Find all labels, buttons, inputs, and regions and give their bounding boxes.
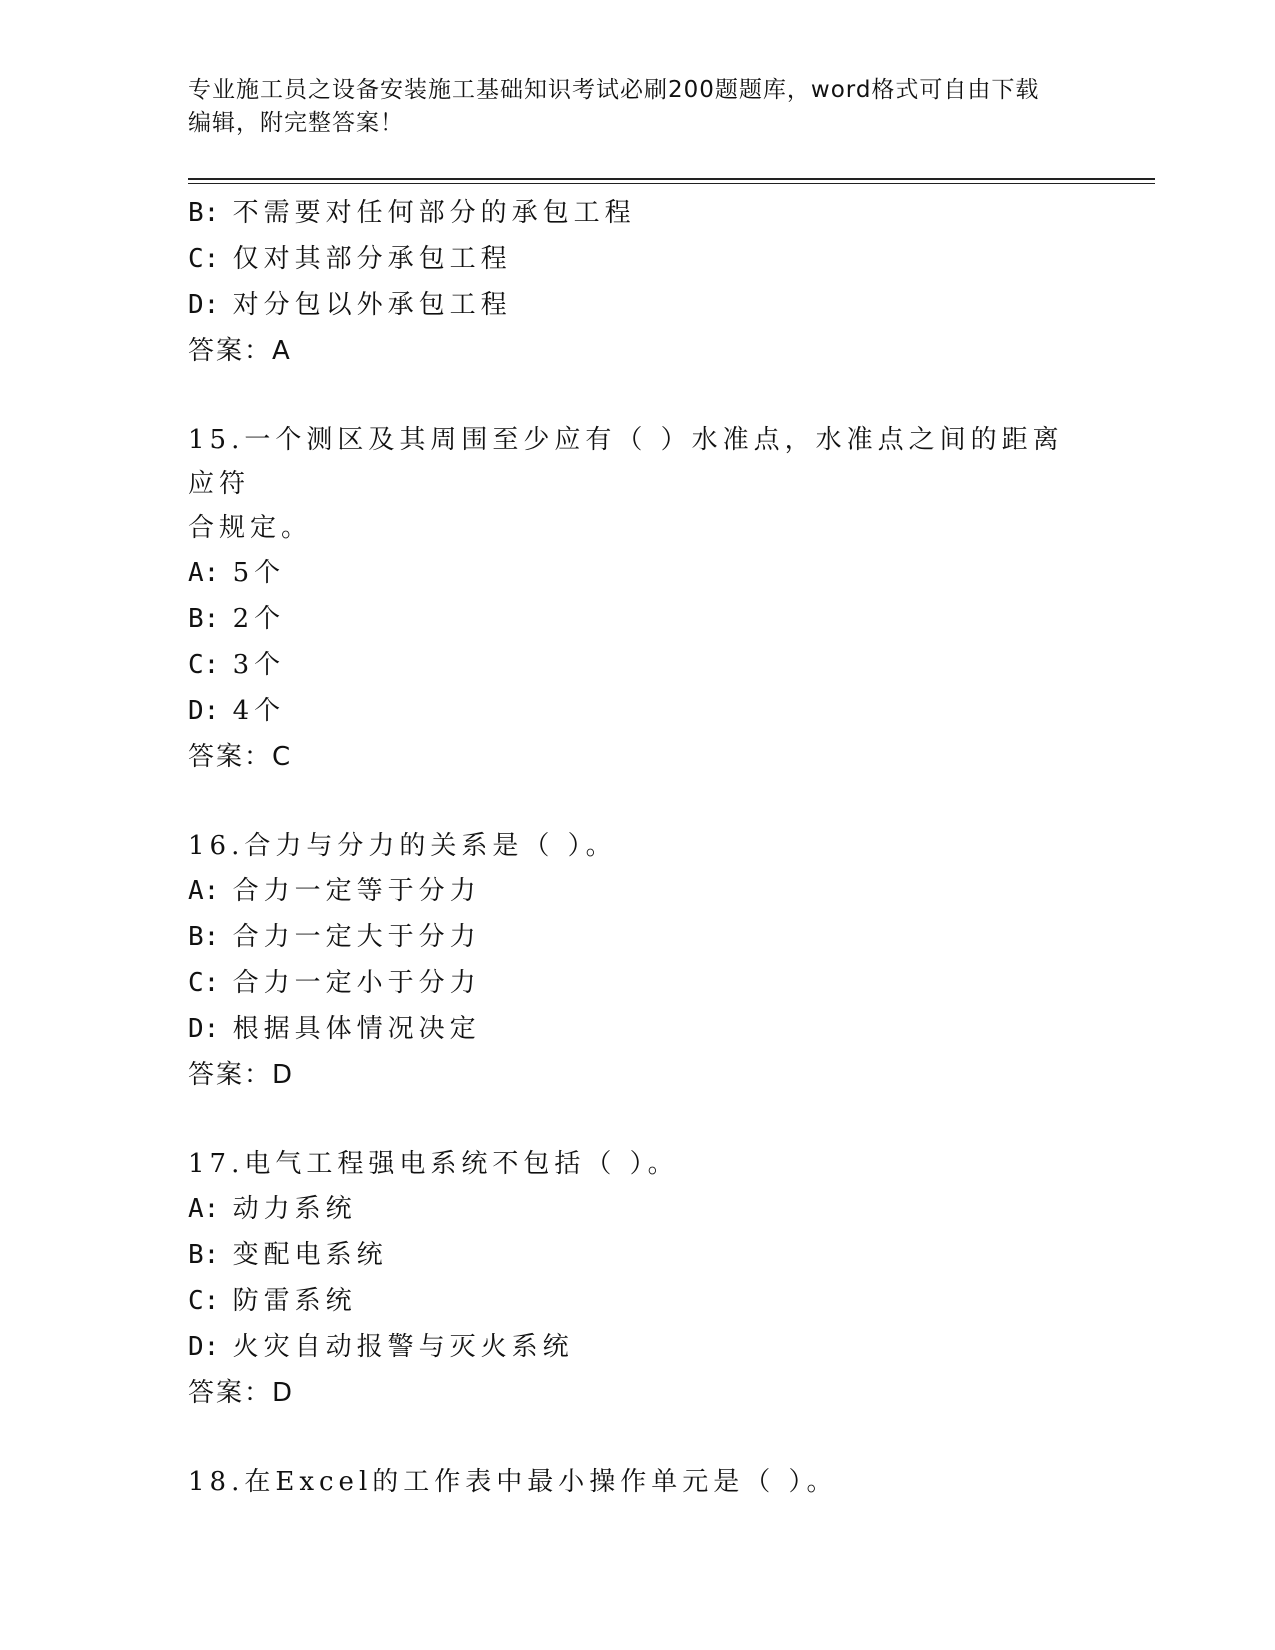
spacer	[188, 1416, 1088, 1460]
question-15	[188, 418, 1088, 780]
option-letter: A:	[188, 876, 220, 906]
option-b	[188, 190, 1088, 236]
question-stem	[188, 1460, 1068, 1504]
question-stem-line-2: 合规定。	[188, 513, 313, 543]
option-letter: D:	[188, 696, 220, 726]
option-letter: A:	[188, 1194, 220, 1224]
answer-line: 答案：C	[188, 742, 293, 772]
option-text: 4个	[232, 696, 286, 726]
question-stem-line-1: 18.在Excel的工作表中最小操作单元是（ ）。	[188, 1467, 838, 1497]
option-letter: B:	[188, 198, 220, 228]
option-letter: B:	[188, 604, 220, 634]
question-14-partial	[188, 190, 1088, 374]
option-text: 合力一定等于分力	[232, 876, 481, 906]
spacer	[188, 780, 1088, 824]
question-stem-line-1: 15.一个测区及其周围至少应有（ ）水准点，水准点之间的距离应符	[188, 425, 1064, 499]
option-d	[188, 282, 1088, 328]
option-text: 对分包以外承包工程	[232, 290, 512, 320]
header-divider-thick	[188, 178, 1155, 180]
option-d	[188, 1006, 1088, 1052]
option-text: 3个	[232, 650, 286, 680]
option-text: 防雷系统	[232, 1286, 357, 1316]
option-text: 5个	[232, 558, 286, 588]
option-letter: D:	[188, 1332, 220, 1362]
option-d	[188, 688, 1088, 734]
header-divider-thin	[188, 183, 1155, 184]
option-c	[188, 960, 1088, 1006]
option-b	[188, 1232, 1088, 1278]
option-c	[188, 1278, 1088, 1324]
option-a	[188, 1186, 1088, 1232]
question-17	[188, 1142, 1088, 1416]
question-18	[188, 1460, 1088, 1504]
option-letter: D:	[188, 290, 220, 320]
header-title-line-2: 编辑，附完整答案！	[188, 110, 404, 136]
option-letter: B:	[188, 1240, 220, 1270]
option-letter: C:	[188, 968, 220, 998]
question-16	[188, 824, 1088, 1098]
option-text: 动力系统	[232, 1194, 357, 1224]
question-stem-line-1: 17.电气工程强电系统不包括（ ）。	[188, 1149, 679, 1179]
option-b	[188, 596, 1088, 642]
option-a	[188, 868, 1088, 914]
question-stem	[188, 418, 1068, 550]
answer-line: 答案：A	[188, 336, 292, 366]
question-list	[188, 190, 1088, 1504]
option-letter: C:	[188, 650, 220, 680]
option-c	[188, 642, 1088, 688]
option-text: 变配电系统	[232, 1240, 388, 1270]
option-letter: C:	[188, 244, 220, 274]
option-b	[188, 914, 1088, 960]
question-stem-line-1: 16.合力与分力的关系是（ ）。	[188, 831, 617, 861]
option-text: 合力一定小于分力	[232, 968, 481, 998]
spacer	[188, 374, 1088, 418]
option-text: 不需要对任何部分的承包工程	[232, 198, 636, 228]
header-title-line-1: 专业施工员之设备安装施工基础知识考试必刷200题题库，word格式可自由下载	[188, 77, 1040, 103]
option-letter: B:	[188, 922, 220, 952]
option-letter: A:	[188, 558, 220, 588]
spacer	[188, 1098, 1088, 1142]
option-c	[188, 236, 1088, 282]
document-header	[188, 74, 1078, 140]
option-text: 2个	[232, 604, 286, 634]
option-text: 仅对其部分承包工程	[232, 244, 512, 274]
answer-line: 答案：D	[188, 1378, 295, 1408]
option-letter: C:	[188, 1286, 220, 1316]
question-stem	[188, 824, 1068, 868]
option-text: 合力一定大于分力	[232, 922, 481, 952]
option-d	[188, 1324, 1088, 1370]
question-stem	[188, 1142, 1068, 1186]
answer-line: 答案：D	[188, 1060, 295, 1090]
option-text: 根据具体情况决定	[232, 1014, 481, 1044]
option-a	[188, 550, 1088, 596]
option-text: 火灾自动报警与灭火系统	[232, 1332, 574, 1362]
option-letter: D:	[188, 1014, 220, 1044]
